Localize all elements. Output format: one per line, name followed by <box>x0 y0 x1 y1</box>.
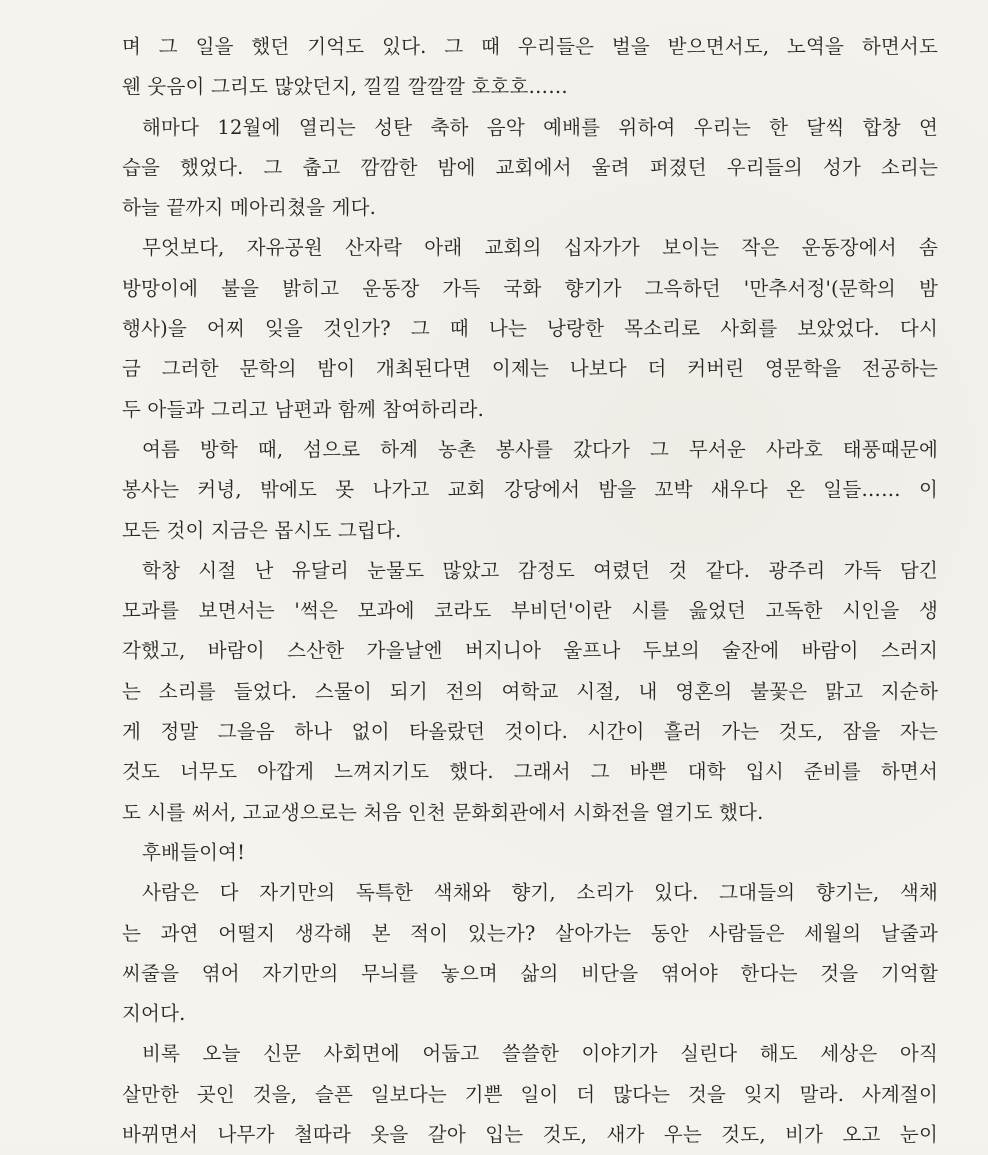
text-line: 모과를 보면서는 '썩은 모과에 코라도 부비던'이란 시를 읊었던 고독한 시인을 생 <box>122 599 938 623</box>
text-line: 후배들이여! <box>142 840 246 864</box>
text-line: 해마다 12월에 열리는 성탄 축하 음악 예배를 위하여 우리는 한 달씩 합창 연 <box>142 115 938 139</box>
text-line: 무엇보다, 자유공원 산자락 아래 교회의 십자가가 보이는 작은 운동장에서 솜 <box>142 236 938 260</box>
text-line: 두 아들과 그리고 남편과 함께 참여하리라. <box>122 397 485 421</box>
text-line: 는 소리를 들었다. 스물이 되기 전의 여학교 시절, 내 영혼의 불꽃은 맑고 지순하 <box>122 679 938 703</box>
text-line: 비록 오늘 신문 사회면에 어둡고 쓸쓸한 이야기가 실린다 해도 세상은 아직 <box>142 1042 938 1066</box>
text-line: 습을 했었다. 그 춥고 깜깜한 밤에 교회에서 울려 퍼졌던 우리들의 성가 소리는 <box>122 155 938 179</box>
text-line: 모든 것이 지금은 몹시도 그립다. <box>122 518 402 542</box>
text-line: 학창 시절 난 유달리 눈물도 많았고 감정도 여렸던 것 같다. 광주리 가득 담긴 <box>142 558 938 582</box>
text-line: 봉사는 커녕, 밖에도 못 나가고 교회 강당에서 밤을 꼬박 새우다 온 일들…… 이 <box>122 478 938 502</box>
text-line: 사람은 다 자기만의 독특한 색채와 향기, 소리가 있다. 그대들의 향기는, 색채 <box>142 881 938 905</box>
text-line: 도 시를 써서, 고교생으로는 처음 인천 문화회관에서 시화전을 열기도 했다. <box>122 800 764 824</box>
text-line: 행사)을 어찌 잊을 것인가? 그 때 나는 낭랑한 목소리로 사회를 보았었다. 다시 <box>122 317 938 341</box>
text-line: 살만한 곳인 것을, 슬픈 일보다는 기쁜 일이 더 많다는 것을 잊지 말라. 사계절이 <box>122 1082 938 1106</box>
text-line: 씨줄을 엮어 자기만의 무늬를 놓으며 삶의 비단을 엮어야 한다는 것을 기억할 <box>122 961 938 985</box>
text-line: 며 그 일을 했던 기억도 있다. 그 때 우리들은 벌을 받으면서도, 노역을 하면서도 <box>122 35 938 58</box>
text-line: 것도 너무도 아깝게 느껴지기도 했다. 그래서 그 바쁜 대학 입시 준비를 하면서 <box>122 760 938 784</box>
text-line: 각했고, 바람이 스산한 가을날엔 버지니아 울프나 두보의 술잔에 바람이 스러지 <box>122 639 938 663</box>
text-line: 게 정말 그을음 하나 없이 타올랐던 것이다. 시간이 흘러 가는 것도, 잠을 자는 <box>122 720 938 744</box>
text-line: 바뀌면서 나무가 철따라 옷을 갈아 입는 것도, 새가 우는 것도, 비가 오고 눈이 <box>122 1123 938 1147</box>
text-line: 방망이에 불을 밝히고 운동장 가득 국화 향기가 그윽하던 '만추서정'(문학의 밤 <box>122 276 938 300</box>
text-line: 여름 방학 때, 섬으로 하계 농촌 봉사를 갔다가 그 무서운 사라호 태풍때문에 <box>142 437 938 461</box>
text-line: 금 그러한 문학의 밤이 개최된다면 이제는 나보다 더 커버린 영문학을 전공하는 <box>122 357 938 381</box>
body-text <box>122 27 938 1155</box>
text-line: 지어다. <box>122 1002 186 1026</box>
text-line: 하늘 끝까지 메아리쳤을 게다. <box>122 196 377 220</box>
text-line: 웬 웃음이 그리도 많았던지, 낄낄 깔깔깔 호호호…… <box>122 75 568 99</box>
text-line: 는 과연 어떨지 생각해 본 적이 있는가? 살아가는 동안 사람들은 세월의 날줄과 <box>122 921 938 945</box>
